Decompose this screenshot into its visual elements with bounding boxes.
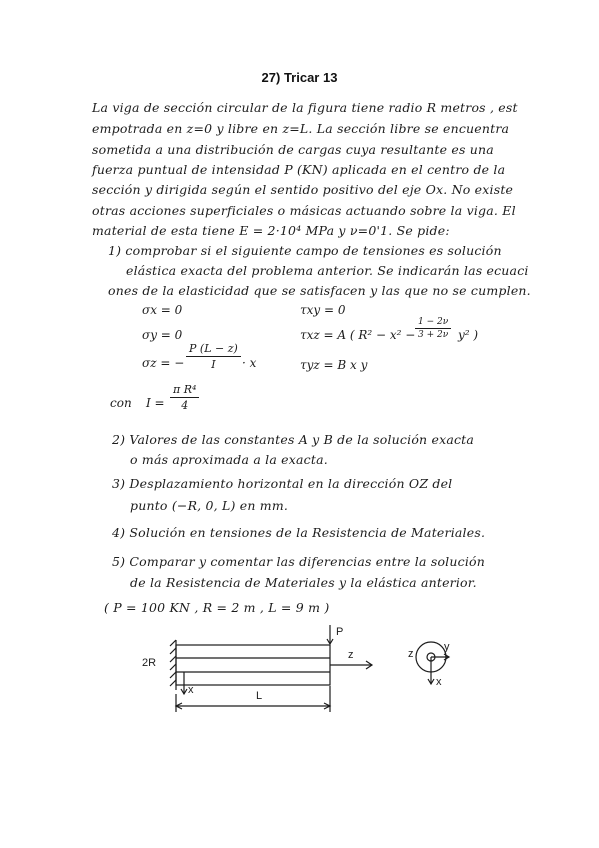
beam-body [176,645,330,685]
x-axis-label: x [188,684,194,696]
question-4-line: 4) Solución en tensiones de la Resistencia de Materiales. [112,525,486,540]
section-x-label: x [436,676,442,688]
tau-xz-denominator: 3 + 2ν [418,330,449,340]
page-title: 27) Tricar 13 [261,70,338,85]
section-z-label: z [408,648,414,660]
tau-yz: τyz = B x y [300,358,368,372]
section-y-label: y [444,641,450,653]
height-label: 2R [142,657,157,669]
sigma-y: σy = 0 [142,328,183,342]
z-axis-label: z [348,649,354,661]
statement-line: empotrada en z=0 y libre en z=L. La sección libre se encuentra [92,121,510,136]
statement-line: fuerza puntual de intensidad P (KN) aplicada en el centro de la [92,162,506,177]
question-5-line: 5) Comparar y comentar las diferencias entre la solución [112,554,485,569]
length-label: L [256,690,263,702]
tau-xy: τxy = 0 [300,303,346,317]
question-5-line: de la Resistencia de Materiales y la elástica anterior. [130,575,477,590]
statement-line: material de esta tiene E = 2·10⁴ MPa y ν=0'1. Se pide: [92,223,450,238]
statement-line: otras acciones superficiales o másicas actuando sobre la viga. El [92,203,516,218]
inertia-denominator: 4 [181,399,189,412]
question-1-line: elástica exacta del problema anterior. Se indicarán las ecuaci [126,263,529,278]
sigma-z-lhs: σz = − [142,356,185,370]
statement-line: sección y dirigida según el sentido positivo del eje Ox. No existe [92,182,514,197]
statement-line: sometida a una distribución de cargas cuya resultante es una [92,142,494,157]
question-2-line: 2) Valores de las constantes A y B de la solución exacta [112,432,475,447]
wall-hatch [170,640,176,686]
question-3-line: punto (−R, 0, L) en mm. [130,498,289,513]
question-1-line: ones de la elasticidad que se satisfacen y las que no se cumplen. [108,283,531,298]
sigma-z-denominator: I [211,358,216,371]
question-3-line: 3) Desplazamiento horizontal en la dirección OZ del [112,476,453,491]
sigma-z-numerator: P (L − z) [186,342,241,357]
sigma-x: σx = 0 [142,303,183,317]
statement-line: La viga de sección circular de la figura tiene radio R metros , est [92,100,518,115]
sigma-z-rhs: · x [242,356,257,370]
inertia-numerator: π R⁴ [170,383,199,398]
data-line: ( P = 100 KN , R = 2 m , L = 9 m ) [104,600,330,615]
force-label: P [336,626,344,638]
question-2-line: o más aproximada a la exacta. [130,452,328,467]
tau-xz-rhs: y² ) [458,328,479,342]
con-label: con [110,396,132,410]
tau-xz-numerator: 1 − 2ν [415,317,451,329]
question-1-line: 1) comprobar si el siguiente campo de tensiones es solución [108,243,502,258]
tau-xz-lhs: τxz = A ( R² − x² − [300,328,416,342]
inertia-lhs: I = [146,396,165,410]
